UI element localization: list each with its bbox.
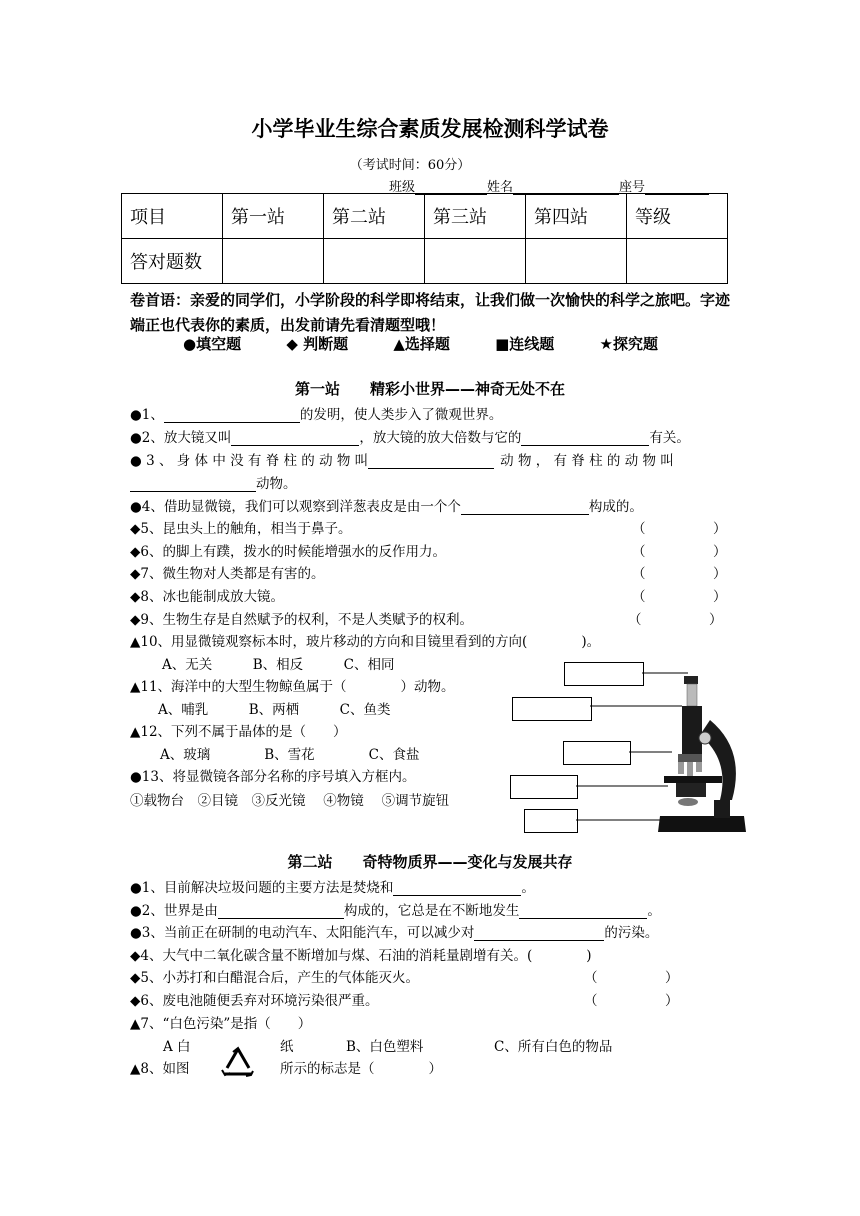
s1-q7: ◆7、微生物对人类都是有害的。 [130, 566, 325, 582]
answer-paren[interactable]: （ ） [584, 970, 679, 986]
seat-label: 座号 [619, 180, 646, 195]
answer-blank[interactable] [368, 454, 494, 469]
q-text: ●1、 [130, 407, 164, 423]
q-text: 有关。 [649, 430, 690, 446]
s2-q2 [130, 899, 661, 919]
s1-q2 [130, 426, 690, 446]
type-fill: ●填空题 [183, 335, 242, 353]
s2-q3 [130, 921, 658, 941]
q-text: 动物。 [256, 476, 297, 492]
class-label: 班级 [389, 180, 416, 195]
s1-q5: ◆5、昆虫头上的触角，相当于鼻子。 [130, 521, 352, 537]
s1-q6: ◆6、的脚上有蹼，拨水的时候能增强水的反作用力。 [130, 544, 446, 560]
q-text: ● 3 、 身 体 中 没 有 脊 柱 的 动 物 叫 [130, 453, 369, 469]
q-text: 构成的。 [588, 499, 643, 515]
s2-q8-cont: 所示的标志是（ ） [280, 1061, 442, 1077]
answer-blank[interactable] [393, 881, 521, 896]
q-text: ，放大镜的放大倍数与它的 [359, 430, 522, 446]
answer-blank[interactable] [519, 904, 647, 919]
answer-paren[interactable]: （ ） [632, 521, 727, 537]
s1-q3-cont [130, 472, 297, 492]
header-cell: 第四站 [526, 194, 627, 239]
q-text: ●2、放大镜又叫 [130, 430, 232, 446]
s2-q5: ◆5、小苏打和白醋混合后，产生的气体能灭火。 [130, 970, 419, 986]
name-label: 姓名 [487, 180, 514, 195]
answer-paren[interactable]: （ ） [628, 612, 723, 628]
q-text: 的发明，使人类步入了微观世界。 [299, 407, 503, 423]
score-cell[interactable] [324, 239, 425, 284]
microscope-icon [560, 660, 750, 840]
type-judge: ◆ 判断题 [286, 335, 349, 353]
row-label: 答对题数 [122, 239, 223, 284]
s1-q9: ◆9、生物生存是自然赋予的权利，不是人类赋予的权利。 [130, 612, 473, 628]
answer-blank[interactable] [130, 477, 256, 492]
q-text: 的污染。 [604, 925, 659, 941]
header-cell: 第一站 [223, 194, 324, 239]
s2-q1 [130, 876, 535, 896]
question-types [183, 333, 698, 354]
q-text: ●1、目前解决垃圾问题的主要方法是焚烧和 [130, 880, 394, 896]
station2-title: 第二站 奇特物质界——变化与发展共存 [287, 853, 573, 871]
answer-blank[interactable] [461, 500, 589, 515]
score-table-header-row [122, 194, 728, 239]
s1-q10-options: A、无关 B、相反 C、相同 [162, 657, 395, 673]
answer-paren[interactable]: （ ） [584, 993, 679, 1009]
score-cell[interactable] [425, 239, 526, 284]
answer-blank[interactable] [218, 904, 344, 919]
s2-q7-opt-a: A 白 [163, 1039, 191, 1055]
s1-q8: ◆8、冰也能制成放大镜。 [130, 589, 284, 605]
answer-blank[interactable] [231, 431, 359, 446]
q-text: ●4、借助显微镜，我们可以观察到洋葱表皮是由一个个 [130, 499, 461, 515]
answer-blank[interactable] [474, 926, 604, 941]
s1-q13-parts: ①载物台 ②目镜 ③反光镜 ④物镜 ⑤调节旋钮 [130, 793, 450, 809]
header-cell: 第二站 [324, 194, 425, 239]
score-cell[interactable] [223, 239, 324, 284]
s2-q7: ▲7、“白色污染”是指（ ） [130, 1016, 312, 1032]
s1-q13: ●13、将显微镜各部分名称的序号填入方框内。 [130, 769, 416, 785]
s2-q7-opt-a-cont: 纸 [280, 1039, 294, 1055]
score-cell[interactable] [526, 239, 627, 284]
s1-q11: ▲11、海洋中的大型生物鲸鱼属于（ ）动物。 [130, 679, 455, 695]
s1-q12-options: A、玻璃 B、雪花 C、食盐 [160, 747, 420, 763]
s1-q1 [130, 403, 502, 423]
s1-q3 [130, 449, 674, 469]
answer-blank[interactable] [521, 431, 649, 446]
recycle-icon [219, 1046, 257, 1082]
score-table-answer-row [122, 239, 728, 284]
s2-q4: ◆4、大气中二氧化碳含量不断增加与煤、石油的消耗量剧增有关。( ) [130, 948, 592, 964]
q-text: 构成的，它总是在不断地发生 [343, 903, 520, 919]
answer-paren[interactable]: （ ） [632, 589, 727, 605]
s1-q10: ▲10、用显微镜观察标本时，玻片移动的方向和目镜里看到的方向( )。 [130, 634, 601, 650]
header-cell: 项目 [122, 194, 223, 239]
station1-title: 第一站 精彩小世界——神奇无处不在 [294, 380, 565, 398]
q-text: ●2、世界是由 [130, 903, 218, 919]
s2-q7-opt-c: C、所有白色的物品 [494, 1039, 613, 1055]
answer-paren[interactable]: （ ） [632, 566, 727, 582]
type-explore: ★探究题 [599, 335, 658, 353]
type-choice: ▲选择题 [393, 335, 450, 353]
q-text: 。 [647, 903, 661, 919]
s2-q8: ▲8、如图 [130, 1061, 190, 1077]
answer-blank[interactable] [164, 408, 300, 423]
q-text: ●3、当前正在研制的电动汽车、太阳能汽车，可以减少对 [130, 925, 475, 941]
score-cell[interactable] [627, 239, 728, 284]
s2-q6: ◆6、废电池随便丢弃对环境污染很严重。 [130, 993, 379, 1009]
header-cell: 第三站 [425, 194, 526, 239]
s1-q11-options: A、哺乳 B、两栖 C、鱼类 [158, 702, 391, 718]
q-text: 。 [521, 880, 535, 896]
s1-q4 [130, 495, 643, 515]
page-title: 小学毕业生综合素质发展检测科学试卷 [251, 116, 609, 141]
exam-time: （考试时间：60分） [349, 158, 471, 173]
header-cell: 等级 [627, 194, 728, 239]
q-text: 动 物 ， 有 脊 柱 的 动 物 叫 [500, 453, 674, 469]
score-table [121, 193, 728, 284]
answer-paren[interactable]: （ ） [632, 544, 727, 560]
s1-q12: ▲12、下列不属于晶体的是（ ） [130, 724, 347, 740]
s2-q7-opt-b: B、白色塑料 [346, 1039, 424, 1055]
type-match: ■连线题 [495, 335, 555, 353]
intro-text: 卷首语：亲爱的同学们，小学阶段的科学即将结束，让我们做一次愉快的科学之旅吧。字迹端正也代表你的素质，出发前请先看清题型哦！ [130, 291, 731, 334]
